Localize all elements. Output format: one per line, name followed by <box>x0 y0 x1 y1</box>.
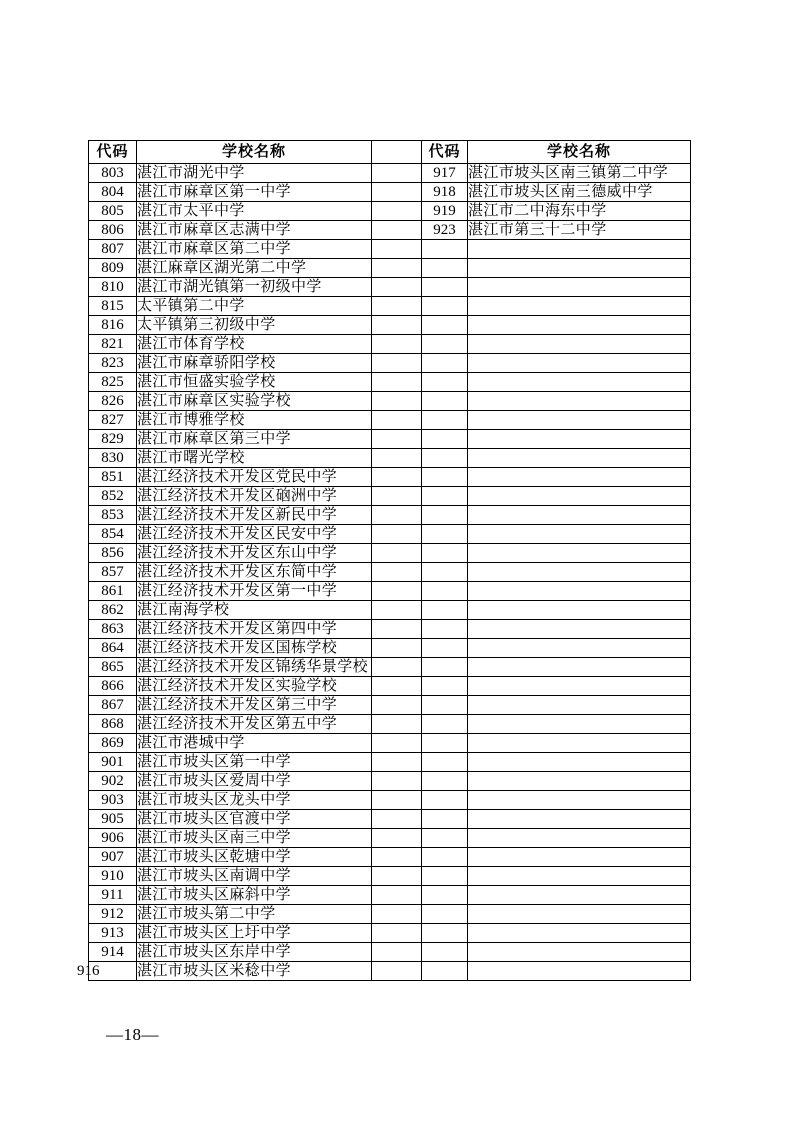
left-code-cell: 809 <box>89 259 137 278</box>
right-name-cell <box>468 240 691 259</box>
left-name-cell: 湛江市坡头区乾塘中学 <box>137 848 372 867</box>
right-name-cell <box>468 506 691 525</box>
gap-cell <box>372 772 422 791</box>
right-code-cell <box>422 259 468 278</box>
left-code-cell: 912 <box>89 905 137 924</box>
table-row <box>89 468 691 487</box>
left-code-cell: 913 <box>89 924 137 943</box>
left-code-cell: 807 <box>89 240 137 259</box>
right-name-cell <box>468 829 691 848</box>
gap-cell <box>372 354 422 373</box>
gap-cell <box>372 411 422 430</box>
gap-cell <box>372 259 422 278</box>
right-code-cell: 919 <box>422 202 468 221</box>
left-name-cell: 湛江市博雅学校 <box>137 411 372 430</box>
right-code-cell <box>422 810 468 829</box>
right-name-cell <box>468 525 691 544</box>
left-code-cell: 910 <box>89 867 137 886</box>
table-row <box>89 240 691 259</box>
right-code-cell: 918 <box>422 183 468 202</box>
left-code-cell: 906 <box>89 829 137 848</box>
left-code-cell: 827 <box>89 411 137 430</box>
right-name-cell <box>468 278 691 297</box>
right-name-cell: 湛江市坡头区南三镇第二中学 <box>468 164 691 183</box>
right-name-cell <box>468 924 691 943</box>
left-name-cell: 湛江市坡头区第一中学 <box>137 753 372 772</box>
gap-cell <box>372 620 422 639</box>
gap-cell <box>372 392 422 411</box>
left-code-cell: 916 <box>89 962 137 981</box>
left-code-cell: 829 <box>89 430 137 449</box>
table-row <box>89 867 691 886</box>
gap-cell <box>372 468 422 487</box>
table-row <box>89 164 691 183</box>
gap-cell <box>372 221 422 240</box>
left-name-cell: 湛江经济技术开发区第五中学 <box>137 715 372 734</box>
left-code-cell: 805 <box>89 202 137 221</box>
left-name-cell: 湛江市麻章区第三中学 <box>137 430 372 449</box>
left-code-cell: 902 <box>89 772 137 791</box>
table-row <box>89 202 691 221</box>
right-code-cell <box>422 373 468 392</box>
right-code-cell <box>422 772 468 791</box>
right-code-cell <box>422 544 468 563</box>
right-code-cell <box>422 867 468 886</box>
right-name-cell <box>468 373 691 392</box>
table-row <box>89 411 691 430</box>
left-code-cell: 901 <box>89 753 137 772</box>
right-name-cell <box>468 810 691 829</box>
table-row <box>89 278 691 297</box>
left-name-cell: 湛江经济技术开发区民安中学 <box>137 525 372 544</box>
right-name-cell <box>468 354 691 373</box>
table-row <box>89 696 691 715</box>
left-code-cell: 914 <box>89 943 137 962</box>
table-row <box>89 506 691 525</box>
right-name-cell: 湛江市第三十二中学 <box>468 221 691 240</box>
header-gap <box>372 141 422 164</box>
table-row <box>89 297 691 316</box>
right-code-cell <box>422 449 468 468</box>
right-code-cell <box>422 620 468 639</box>
table-row <box>89 810 691 829</box>
gap-cell <box>372 240 422 259</box>
table-row <box>89 905 691 924</box>
gap-cell <box>372 316 422 335</box>
left-code-cell: 863 <box>89 620 137 639</box>
right-name-cell <box>468 544 691 563</box>
left-code-cell: 830 <box>89 449 137 468</box>
table-row <box>89 259 691 278</box>
right-name-cell <box>468 696 691 715</box>
left-name-cell: 湛江市港城中学 <box>137 734 372 753</box>
gap-cell <box>372 696 422 715</box>
left-code-cell: 857 <box>89 563 137 582</box>
left-name-cell: 湛江市坡头区南调中学 <box>137 867 372 886</box>
left-code-cell: 810 <box>89 278 137 297</box>
left-code-cell: 823 <box>89 354 137 373</box>
right-code-cell: 917 <box>422 164 468 183</box>
left-code-cell: 851 <box>89 468 137 487</box>
right-code-cell <box>422 791 468 810</box>
left-code-cell: 867 <box>89 696 137 715</box>
right-name-cell <box>468 848 691 867</box>
right-name-cell <box>468 563 691 582</box>
left-name-cell: 湛江市麻章区第二中学 <box>137 240 372 259</box>
right-code-cell <box>422 563 468 582</box>
left-name-cell: 湛江市坡头区官渡中学 <box>137 810 372 829</box>
right-name-cell <box>468 905 691 924</box>
left-name-cell: 湛江经济技术开发区锦绣华景学校 <box>137 658 372 677</box>
right-code-cell <box>422 430 468 449</box>
gap-cell <box>372 373 422 392</box>
left-code-cell: 856 <box>89 544 137 563</box>
right-code-cell <box>422 297 468 316</box>
gap-cell <box>372 278 422 297</box>
left-name-cell: 湛江麻章区湖光第二中学 <box>137 259 372 278</box>
left-name-cell: 湛江经济技术开发区第一中学 <box>137 582 372 601</box>
gap-cell <box>372 867 422 886</box>
right-name-cell <box>468 639 691 658</box>
gap-cell <box>372 335 422 354</box>
header-code-left: 代码 <box>89 141 137 164</box>
left-name-cell: 湛江经济技术开发区硇洲中学 <box>137 487 372 506</box>
left-name-cell: 湛江市坡头区米稔中学 <box>137 962 372 981</box>
table-row <box>89 924 691 943</box>
left-code-cell: 806 <box>89 221 137 240</box>
right-code-cell <box>422 696 468 715</box>
left-name-cell: 湛江市麻章区第一中学 <box>137 183 372 202</box>
table-row <box>89 601 691 620</box>
left-name-cell: 湛江经济技术开发区东山中学 <box>137 544 372 563</box>
left-code-cell: 905 <box>89 810 137 829</box>
left-code-cell: 864 <box>89 639 137 658</box>
right-code-cell <box>422 506 468 525</box>
right-name-cell <box>468 335 691 354</box>
right-code-cell <box>422 677 468 696</box>
right-name-cell <box>468 487 691 506</box>
table-row <box>89 335 691 354</box>
right-name-cell <box>468 468 691 487</box>
school-table <box>77 140 691 981</box>
left-name-cell: 太平镇第三初级中学 <box>137 316 372 335</box>
left-name-cell: 湛江经济技术开发区第三中学 <box>137 696 372 715</box>
right-name-cell <box>468 430 691 449</box>
header-name-left: 学校名称 <box>137 141 372 164</box>
right-name-cell <box>468 886 691 905</box>
gap-cell <box>372 924 422 943</box>
right-code-cell <box>422 658 468 677</box>
gap-cell <box>372 829 422 848</box>
left-name-cell: 湛江市坡头区爱周中学 <box>137 772 372 791</box>
left-name-cell: 湛江市麻章区实验学校 <box>137 392 372 411</box>
left-code-cell: 804 <box>89 183 137 202</box>
left-code-cell: 868 <box>89 715 137 734</box>
right-code-cell <box>422 886 468 905</box>
right-code-cell <box>422 468 468 487</box>
table-row <box>89 772 691 791</box>
left-name-cell: 湛江经济技术开发区党民中学 <box>137 468 372 487</box>
left-code-cell: 862 <box>89 601 137 620</box>
gap-cell <box>372 905 422 924</box>
right-code-cell <box>422 582 468 601</box>
gap-cell <box>372 962 422 981</box>
gap-cell <box>372 506 422 525</box>
left-code-cell: 803 <box>89 164 137 183</box>
table-row <box>89 544 691 563</box>
table-row <box>89 487 691 506</box>
table-row <box>89 791 691 810</box>
right-name-cell <box>468 772 691 791</box>
right-code-cell <box>422 487 468 506</box>
right-name-cell <box>468 411 691 430</box>
left-code-cell: 821 <box>89 335 137 354</box>
right-name-cell <box>468 620 691 639</box>
right-code-cell <box>422 335 468 354</box>
right-code-cell <box>422 753 468 772</box>
right-code-cell <box>422 848 468 867</box>
right-name-cell <box>468 677 691 696</box>
school-table-header <box>89 141 691 164</box>
gap-cell <box>372 183 422 202</box>
table-row <box>89 354 691 373</box>
right-name-cell <box>468 259 691 278</box>
gap-cell <box>372 791 422 810</box>
right-name-cell <box>468 867 691 886</box>
right-name-cell <box>468 943 691 962</box>
left-code-cell: 907 <box>89 848 137 867</box>
right-name-cell <box>468 582 691 601</box>
right-code-cell <box>422 354 468 373</box>
table-row <box>89 183 691 202</box>
gap-cell <box>372 658 422 677</box>
table-row <box>89 525 691 544</box>
gap-cell <box>372 943 422 962</box>
right-code-cell <box>422 392 468 411</box>
gap-cell <box>372 886 422 905</box>
right-name-cell <box>468 601 691 620</box>
table-row <box>89 316 691 335</box>
left-name-cell: 湛江市恒盛实验学校 <box>137 373 372 392</box>
table-row <box>89 829 691 848</box>
right-code-cell <box>422 943 468 962</box>
gap-cell <box>372 639 422 658</box>
table-row <box>89 582 691 601</box>
left-code-cell: 865 <box>89 658 137 677</box>
right-name-cell: 湛江市二中海东中学 <box>468 202 691 221</box>
right-name-cell <box>468 392 691 411</box>
right-code-cell <box>422 639 468 658</box>
left-name-cell: 湛江市太平中学 <box>137 202 372 221</box>
left-name-cell: 湛江市坡头区上圩中学 <box>137 924 372 943</box>
table-row <box>89 639 691 658</box>
gap-cell <box>372 525 422 544</box>
right-name-cell <box>468 734 691 753</box>
table-row <box>89 943 691 962</box>
right-name-cell <box>468 753 691 772</box>
left-name-cell: 湛江市湖光镇第一初级中学 <box>137 278 372 297</box>
table-row <box>89 715 691 734</box>
right-name-cell <box>468 962 691 981</box>
header-code-right: 代码 <box>422 141 468 164</box>
left-name-cell: 湛江经济技术开发区国栋学校 <box>137 639 372 658</box>
table-row <box>89 221 691 240</box>
left-name-cell: 湛江经济技术开发区实验学校 <box>137 677 372 696</box>
left-name-cell: 湛江南海学校 <box>137 601 372 620</box>
left-name-cell: 湛江经济技术开发区东简中学 <box>137 563 372 582</box>
gap-cell <box>372 487 422 506</box>
left-name-cell: 湛江市坡头区龙头中学 <box>137 791 372 810</box>
table-row <box>89 677 691 696</box>
left-name-cell: 湛江市曙光学校 <box>137 449 372 468</box>
left-code-cell: 911 <box>89 886 137 905</box>
table-row <box>89 430 691 449</box>
right-code-cell <box>422 962 468 981</box>
right-name-cell <box>468 791 691 810</box>
gap-cell <box>372 677 422 696</box>
right-name-cell <box>468 715 691 734</box>
right-name-cell <box>468 297 691 316</box>
gap-cell <box>372 601 422 620</box>
left-code-cell: 903 <box>89 791 137 810</box>
table-row <box>89 620 691 639</box>
gap-cell <box>372 715 422 734</box>
gap-cell <box>372 848 422 867</box>
left-name-cell: 太平镇第二中学 <box>137 297 372 316</box>
table-row <box>89 563 691 582</box>
right-code-cell <box>422 905 468 924</box>
gap-cell <box>372 297 422 316</box>
table-row <box>89 753 691 772</box>
left-code-cell: 861 <box>89 582 137 601</box>
table-row <box>89 848 691 867</box>
table-row <box>89 734 691 753</box>
table-row <box>89 886 691 905</box>
left-name-cell: 湛江经济技术开发区第四中学 <box>137 620 372 639</box>
left-code-cell: 852 <box>89 487 137 506</box>
right-code-cell <box>422 924 468 943</box>
right-code-cell: 923 <box>422 221 468 240</box>
left-code-cell: 825 <box>89 373 137 392</box>
header-row <box>89 141 691 164</box>
gap-cell <box>372 449 422 468</box>
right-code-cell <box>422 240 468 259</box>
left-code-cell: 853 <box>89 506 137 525</box>
table-row <box>89 373 691 392</box>
gap-cell <box>372 544 422 563</box>
table-row <box>89 392 691 411</box>
left-code-cell: 816 <box>89 316 137 335</box>
left-name-cell: 湛江经济技术开发区新民中学 <box>137 506 372 525</box>
left-code-cell: 869 <box>89 734 137 753</box>
gap-cell <box>372 734 422 753</box>
left-name-cell: 湛江市坡头区南三中学 <box>137 829 372 848</box>
school-table-body <box>77 164 691 981</box>
gap-cell <box>372 563 422 582</box>
right-name-cell: 湛江市坡头区南三德威中学 <box>468 183 691 202</box>
left-name-cell: 湛江市麻章区志满中学 <box>137 221 372 240</box>
right-name-cell <box>468 316 691 335</box>
right-code-cell <box>422 734 468 753</box>
left-code-cell: 854 <box>89 525 137 544</box>
gap-cell <box>372 753 422 772</box>
right-code-cell <box>422 278 468 297</box>
left-code-cell: 826 <box>89 392 137 411</box>
gap-cell <box>372 202 422 221</box>
left-name-cell: 湛江市坡头区麻斜中学 <box>137 886 372 905</box>
gap-cell <box>372 430 422 449</box>
right-code-cell <box>422 316 468 335</box>
gap-cell <box>372 810 422 829</box>
right-name-cell <box>468 658 691 677</box>
right-name-cell <box>468 449 691 468</box>
gap-cell <box>372 164 422 183</box>
left-name-cell: 湛江市坡头第二中学 <box>137 905 372 924</box>
right-code-cell <box>422 601 468 620</box>
right-code-cell <box>422 715 468 734</box>
right-code-cell <box>422 411 468 430</box>
header-name-right: 学校名称 <box>468 141 691 164</box>
left-code-cell: 815 <box>89 297 137 316</box>
left-name-cell: 湛江市麻章骄阳学校 <box>137 354 372 373</box>
left-name-cell: 湛江市坡头区东岸中学 <box>137 943 372 962</box>
gap-cell <box>372 582 422 601</box>
left-name-cell: 湛江市体育学校 <box>137 335 372 354</box>
page-number: —18— <box>106 1025 159 1044</box>
table-row <box>89 449 691 468</box>
left-name-cell: 湛江市湖光中学 <box>137 164 372 183</box>
table-row <box>89 658 691 677</box>
table-row <box>89 962 691 981</box>
left-code-cell: 866 <box>89 677 137 696</box>
right-code-cell <box>422 525 468 544</box>
right-code-cell <box>422 829 468 848</box>
